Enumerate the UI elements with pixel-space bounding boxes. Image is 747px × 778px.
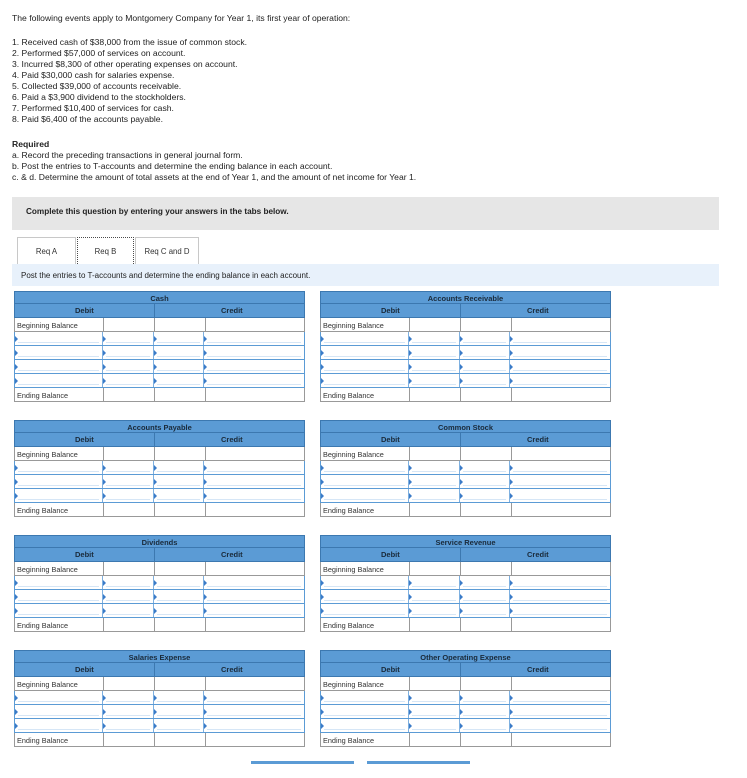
debit-ref-input[interactable]: [15, 475, 103, 488]
beginning-balance-label: Beginning Balance: [17, 565, 78, 574]
event-item: 1. Received cash of $38,000 from the issue of common stock.: [12, 37, 248, 47]
ending-balance-label: Ending Balance: [323, 391, 375, 400]
debit-ref-input[interactable]: [15, 489, 103, 502]
beginning-balance-row: [14, 562, 305, 576]
entry-row: [320, 360, 611, 374]
entry-row: [320, 576, 611, 590]
required-heading: Required: [12, 139, 50, 149]
debit-ref-input[interactable]: [321, 489, 409, 502]
credit-label: Credit: [221, 435, 243, 444]
debit-amount-input[interactable]: [103, 705, 154, 718]
required-item: a. Record the preceding transactions in general journal form.: [12, 150, 243, 160]
credit-amount-input[interactable]: [204, 576, 304, 589]
ending-balance-label: Ending Balance: [323, 621, 375, 630]
event-item: 7. Performed $10,400 of services for cash.: [12, 103, 174, 113]
debit-amount-input[interactable]: [409, 604, 460, 617]
credit-ref-input[interactable]: [460, 576, 511, 589]
credit-ref-input[interactable]: [460, 719, 511, 732]
debit-label: Debit: [381, 550, 400, 559]
entry-row: [320, 705, 611, 719]
debit-amount-input[interactable]: [409, 475, 460, 488]
debit-label: Debit: [75, 665, 94, 674]
t-account: [14, 291, 305, 402]
debit-ref-input[interactable]: [321, 590, 409, 603]
beginning-balance-label: Beginning Balance: [323, 565, 384, 574]
entry-row: [14, 691, 305, 705]
ending-balance-row: [14, 503, 305, 517]
credit-ref-input[interactable]: [460, 360, 511, 373]
debit-ref-input[interactable]: [321, 475, 409, 488]
debit-ref-input[interactable]: [321, 705, 409, 718]
beginning-balance-label: Beginning Balance: [323, 321, 384, 330]
entry-row: [14, 475, 305, 489]
ending-balance-row: [320, 503, 611, 517]
debit-amount-input[interactable]: [409, 346, 460, 359]
entry-row: [320, 346, 611, 360]
next-button[interactable]: [367, 761, 470, 764]
credit-ref-input[interactable]: [460, 475, 511, 488]
beginning-balance-label: Beginning Balance: [17, 680, 78, 689]
credit-amount-input[interactable]: [204, 360, 304, 373]
debit-ref-input[interactable]: [15, 374, 103, 387]
beginning-balance-label: Beginning Balance: [17, 450, 78, 459]
credit-ref-input[interactable]: [460, 604, 511, 617]
entry-row: [320, 719, 611, 733]
debit-amount-input[interactable]: [103, 576, 154, 589]
credit-amount-input[interactable]: [510, 346, 610, 359]
credit-amount-input[interactable]: [510, 461, 610, 474]
credit-ref-input[interactable]: [154, 346, 205, 359]
debit-amount-input[interactable]: [103, 590, 154, 603]
ending-balance-row: [320, 388, 611, 402]
event-item: 6. Paid a $3,900 dividend to the stockholders.: [12, 92, 186, 102]
credit-label: Credit: [221, 306, 243, 315]
ending-balance-label: Ending Balance: [17, 736, 69, 745]
entry-row: [320, 332, 611, 346]
column-header-row: [14, 548, 305, 562]
debit-amount-input[interactable]: [103, 691, 154, 704]
tab-instruction: [12, 264, 719, 286]
credit-ref-input[interactable]: [460, 590, 511, 603]
credit-ref-input[interactable]: [154, 719, 205, 732]
column-header-row: [14, 304, 305, 318]
debit-amount-input[interactable]: [103, 360, 154, 373]
credit-amount-input[interactable]: [204, 604, 304, 617]
column-header-row: [320, 304, 611, 318]
prev-button[interactable]: [251, 761, 354, 764]
t-account: [320, 650, 611, 747]
debit-amount-input[interactable]: [409, 590, 460, 603]
debit-ref-input[interactable]: [321, 461, 409, 474]
credit-amount-input[interactable]: [510, 590, 610, 603]
credit-label: Credit: [527, 435, 549, 444]
beginning-balance-label: Beginning Balance: [323, 450, 384, 459]
debit-ref-input[interactable]: [321, 374, 409, 387]
account-title: Cash: [14, 291, 305, 304]
entry-row: [14, 576, 305, 590]
debit-ref-input[interactable]: [15, 360, 103, 373]
credit-label: Credit: [527, 306, 549, 315]
entry-row: [320, 461, 611, 475]
debit-amount-input[interactable]: [409, 576, 460, 589]
tab-req-a[interactable]: Req A: [17, 237, 76, 264]
account-title: Service Revenue: [320, 535, 611, 548]
credit-amount-input[interactable]: [204, 691, 304, 704]
credit-ref-input[interactable]: [460, 461, 511, 474]
required-section: [12, 139, 416, 183]
instruction-text: Post the entries to T-accounts and determine the ending balance in each account.: [21, 271, 311, 280]
ending-balance-label: Ending Balance: [17, 621, 69, 630]
credit-amount-input[interactable]: [510, 332, 610, 345]
debit-amount-input[interactable]: [103, 604, 154, 617]
credit-ref-input[interactable]: [460, 705, 511, 718]
credit-ref-input[interactable]: [460, 489, 511, 502]
credit-amount-input[interactable]: [204, 332, 304, 345]
beginning-balance-row: [320, 447, 611, 461]
debit-label: Debit: [381, 306, 400, 315]
debit-amount-input[interactable]: [103, 461, 154, 474]
credit-ref-input[interactable]: [460, 346, 511, 359]
events-list: [12, 37, 247, 125]
t-account: [14, 535, 305, 632]
debit-amount-input[interactable]: [409, 332, 460, 345]
beginning-balance-row: [320, 677, 611, 691]
credit-amount-input[interactable]: [204, 374, 304, 387]
debit-label: Debit: [75, 306, 94, 315]
beginning-balance-label: Beginning Balance: [323, 680, 384, 689]
account-title: Accounts Receivable: [320, 291, 611, 304]
debit-ref-input[interactable]: [321, 719, 409, 732]
credit-amount-input[interactable]: [510, 374, 610, 387]
column-header-row: [14, 663, 305, 677]
credit-label: Credit: [527, 550, 549, 559]
debit-label: Debit: [75, 550, 94, 559]
beginning-balance-row: [14, 318, 305, 332]
column-header-row: [14, 433, 305, 447]
credit-ref-input[interactable]: [460, 691, 511, 704]
credit-ref-input[interactable]: [154, 604, 205, 617]
entry-row: [14, 374, 305, 388]
beginning-balance-row: [320, 562, 611, 576]
tab-req-b[interactable]: Req B: [77, 237, 134, 264]
t-account: [320, 420, 611, 517]
event-item: 4. Paid $30,000 cash for salaries expense.: [12, 70, 175, 80]
debit-ref-input[interactable]: [321, 691, 409, 704]
credit-label: Credit: [221, 665, 243, 674]
credit-amount-input[interactable]: [510, 475, 610, 488]
event-item: 2. Performed $57,000 of services on account.: [12, 48, 186, 58]
credit-amount-input[interactable]: [510, 604, 610, 617]
required-item: c. & d. Determine the amount of total assets at the end of Year 1, and the amount of net income for Year 1.: [12, 172, 417, 182]
debit-ref-input[interactable]: [321, 604, 409, 617]
t-account: [320, 291, 611, 402]
tab-req-c-and-d[interactable]: Req C and D: [135, 237, 199, 264]
debit-amount-input[interactable]: [409, 489, 460, 502]
credit-ref-input[interactable]: [154, 360, 205, 373]
ending-balance-label: Ending Balance: [323, 736, 375, 745]
debit-ref-input[interactable]: [15, 604, 103, 617]
required-item: b. Post the entries to T-accounts and determine the ending balance in each account.: [12, 161, 333, 171]
debit-amount-input[interactable]: [103, 374, 154, 387]
credit-ref-input[interactable]: [154, 374, 205, 387]
credit-ref-input[interactable]: [154, 576, 205, 589]
credit-amount-input[interactable]: [204, 719, 304, 732]
debit-amount-input[interactable]: [409, 360, 460, 373]
entry-row: [14, 332, 305, 346]
ending-balance-row: [320, 733, 611, 747]
beginning-balance-row: [14, 447, 305, 461]
credit-amount-input[interactable]: [510, 360, 610, 373]
debit-ref-input[interactable]: [15, 590, 103, 603]
debit-ref-input[interactable]: [15, 691, 103, 704]
debit-amount-input[interactable]: [409, 719, 460, 732]
credit-amount-input[interactable]: [204, 346, 304, 359]
credit-amount-input[interactable]: [204, 590, 304, 603]
event-item: 3. Incurred $8,300 of other operating expenses on account.: [12, 59, 238, 69]
credit-ref-input[interactable]: [154, 461, 205, 474]
debit-amount-input[interactable]: [409, 461, 460, 474]
debit-ref-input[interactable]: [321, 332, 409, 345]
credit-amount-input[interactable]: [204, 461, 304, 474]
debit-ref-input[interactable]: [15, 719, 103, 732]
ending-balance-row: [14, 733, 305, 747]
entry-row: [14, 346, 305, 360]
entry-row: [320, 604, 611, 618]
column-header-row: [320, 433, 611, 447]
event-item: 8. Paid $6,400 of the accounts payable.: [12, 114, 163, 124]
instructions-banner: [12, 197, 719, 230]
ending-balance-row: [14, 388, 305, 402]
t-account: [14, 420, 305, 517]
beginning-balance-row: [320, 318, 611, 332]
debit-amount-input[interactable]: [103, 332, 154, 345]
entry-row: [14, 719, 305, 733]
debit-amount-input[interactable]: [103, 346, 154, 359]
account-title: Dividends: [14, 535, 305, 548]
debit-ref-input[interactable]: [321, 360, 409, 373]
debit-amount-input[interactable]: [409, 374, 460, 387]
ending-balance-row: [14, 618, 305, 632]
entry-row: [14, 705, 305, 719]
t-account: [14, 650, 305, 747]
entry-row: [14, 489, 305, 503]
ending-balance-label: Ending Balance: [323, 506, 375, 515]
debit-ref-input[interactable]: [15, 332, 103, 345]
account-title: Accounts Payable: [14, 420, 305, 433]
credit-amount-input[interactable]: [204, 489, 304, 502]
credit-ref-input[interactable]: [154, 691, 205, 704]
credit-amount-input[interactable]: [204, 475, 304, 488]
debit-ref-input[interactable]: [15, 461, 103, 474]
entry-row: [320, 590, 611, 604]
credit-amount-input[interactable]: [510, 691, 610, 704]
debit-amount-input[interactable]: [103, 489, 154, 502]
entry-row: [320, 489, 611, 503]
credit-label: Credit: [527, 665, 549, 674]
debit-amount-input[interactable]: [409, 691, 460, 704]
debit-amount-input[interactable]: [409, 705, 460, 718]
t-account: [320, 535, 611, 632]
debit-amount-input[interactable]: [103, 475, 154, 488]
credit-ref-input[interactable]: [460, 374, 511, 387]
debit-label: Debit: [381, 665, 400, 674]
entry-row: [320, 475, 611, 489]
credit-ref-input[interactable]: [154, 705, 205, 718]
ending-balance-label: Ending Balance: [17, 391, 69, 400]
ending-balance-label: Ending Balance: [17, 506, 69, 515]
entry-row: [14, 590, 305, 604]
credit-ref-input[interactable]: [154, 590, 205, 603]
debit-label: Debit: [75, 435, 94, 444]
credit-amount-input[interactable]: [510, 705, 610, 718]
entry-row: [14, 360, 305, 374]
credit-amount-input[interactable]: [510, 719, 610, 732]
account-title: Common Stock: [320, 420, 611, 433]
credit-amount-input[interactable]: [204, 705, 304, 718]
account-title: Other Operating Expense: [320, 650, 611, 663]
credit-ref-input[interactable]: [460, 332, 511, 345]
debit-ref-input[interactable]: [321, 576, 409, 589]
credit-ref-input[interactable]: [154, 475, 205, 488]
beginning-balance-row: [14, 677, 305, 691]
ending-balance-row: [320, 618, 611, 632]
account-title: Salaries Expense: [14, 650, 305, 663]
entry-row: [14, 461, 305, 475]
column-header-row: [320, 548, 611, 562]
credit-ref-input[interactable]: [154, 489, 205, 502]
debit-ref-input[interactable]: [15, 705, 103, 718]
column-header-row: [320, 663, 611, 677]
entry-row: [14, 604, 305, 618]
debit-amount-input[interactable]: [103, 719, 154, 732]
debit-ref-input[interactable]: [15, 346, 103, 359]
credit-ref-input[interactable]: [154, 332, 205, 345]
intro-text: The following events apply to Montgomery Company for Year 1, its first year of operation:: [12, 13, 351, 23]
entry-row: [320, 374, 611, 388]
event-item: 5. Collected $39,000 of accounts receivable.: [12, 81, 182, 91]
debit-ref-input[interactable]: [15, 576, 103, 589]
debit-label: Debit: [381, 435, 400, 444]
credit-label: Credit: [221, 550, 243, 559]
banner-text: Complete this question by entering your answers in the tabs below.: [26, 207, 289, 216]
entry-row: [320, 691, 611, 705]
beginning-balance-label: Beginning Balance: [17, 321, 78, 330]
credit-amount-input[interactable]: [510, 489, 610, 502]
credit-amount-input[interactable]: [510, 576, 610, 589]
debit-ref-input[interactable]: [321, 346, 409, 359]
